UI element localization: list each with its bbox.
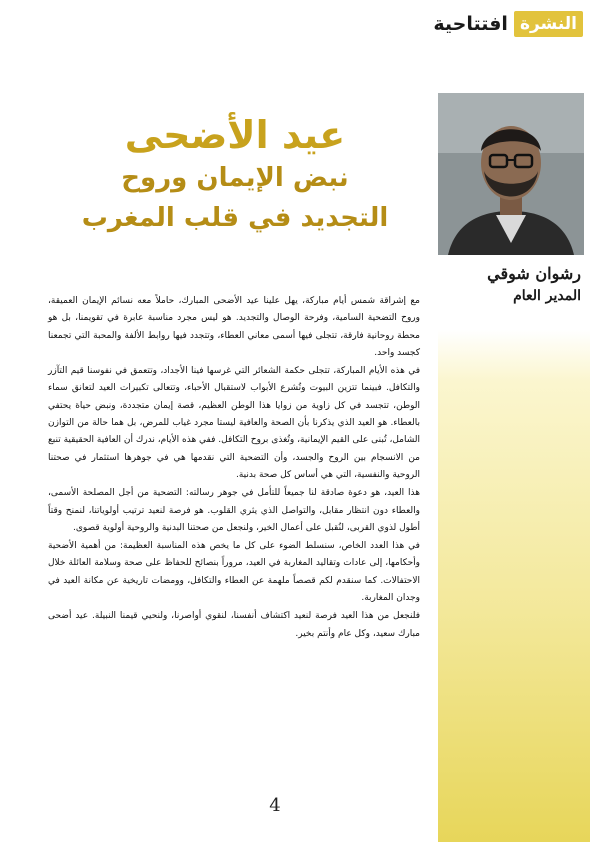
paragraph: هذا العيد، هو دعوة صادقة لنا جميعاً للتأمل في جوهر رسالته: التضحية من أجل المصلحة الأسمى، والعطاء دون انتظار مقابل، والتواصل الذي يثري القلوب. هو فرصة لنعيد ترتيب أولوياتنا، لنمنح وقتاً أطول لذوي القربى، لنُقبل على أعمال الخير، ولنجعل من صحتنا البدنية والروحية أولوية قصوى.	[48, 488, 420, 533]
title-block	[50, 112, 420, 238]
article-body	[48, 293, 420, 644]
article-subtitle-line-2: التجديد في قلب المغرب	[81, 203, 389, 233]
article-title: عيد الأضحى	[124, 113, 346, 157]
author-name: رشوان شوقي	[487, 264, 581, 283]
author-photo	[438, 93, 584, 255]
page-header	[433, 8, 583, 40]
article-subtitle-line-1: نبض الإيمان وروح	[121, 163, 349, 193]
magazine-logo: النشرة	[514, 11, 583, 37]
section-label: افتتاحية	[433, 13, 508, 35]
paragraph: مع إشراقة شمس أيام مباركة، يهل علينا عيد الأضحى المبارك، حاملاً معه نسائم الإيمان العميقة، وروح التضحية السامية، وفرحة الوصال والتجديد. هو ليس مجرد مناسبة عابرة في تقويمنا، بل هو محطة روحانية فارقة، تتجلى فيها أسمى معاني العطاء، وتتجدد فيها روابط الألفة والمحبة التي تجمعنا كجسد واحد.	[48, 296, 420, 358]
page-number: 4	[269, 795, 281, 816]
paragraph: في هذه الأيام المباركة، تتجلى حكمة الشعائر التي غرسها فينا الأجداد، وتتعمق في نفوسنا قيم التآزر والتكافل. فبينما تتزين البيوت وتُشرع الأبواب لاستقبال الأحباء، وتتعالى تكبيرات العيد لتعانق سماء الوطن، تتجسد في كل زاوية من زوايا هذا الوطن العظيم، قصة إيمان متجددة، ونبض حياة يحتفي بالعطاء. هو العيد الذي يذكرنا بأن الصحة والعافية ليستا مجرد غياب للمرض، بل هما حالة من التوازن الشامل، تُبنى على القيم الإيمانية، وتُغذى بروح التكافل. ففي هذه الأيام، ندرك أن العافية الحقيقية تنبع من الانسجام بين الروح والجسد، وأن التضحية التي نقدمها هي في جوهرها استثمار في صحتنا الروحية والنفسية، التي هي أساس كل صحة بدنية.	[48, 366, 420, 480]
author-role: المدير العام	[513, 288, 581, 304]
paragraph: فلنجعل من هذا العيد فرصة لنعيد اكتشاف أنفسنا، لنقوي أواصرنا، ولنحيي قيمنا النبيلة. عيد أضحى مبارك سعيد، وكل عام وأنتم بخير.	[48, 611, 420, 639]
decorative-yellow-band	[438, 330, 590, 842]
author-block	[441, 263, 581, 307]
paragraph: في هذا العدد الخاص، سنسلط الضوء على كل ما يخص هذه المناسبة العظيمة: من أهمية الأضحية وأحكامها، إلى عادات وتقاليد المغاربة في العيد، مروراً بنصائح للحفاظ على صحة وسلامة العائلة خلال الاحتفالات. كما سنقدم لكم قصصاً ملهمة عن العطاء والتكافل، وومضات تاريخية عن مكانة العيد في وجدان المغاربة.	[48, 541, 420, 604]
author-portrait-icon	[438, 93, 584, 255]
